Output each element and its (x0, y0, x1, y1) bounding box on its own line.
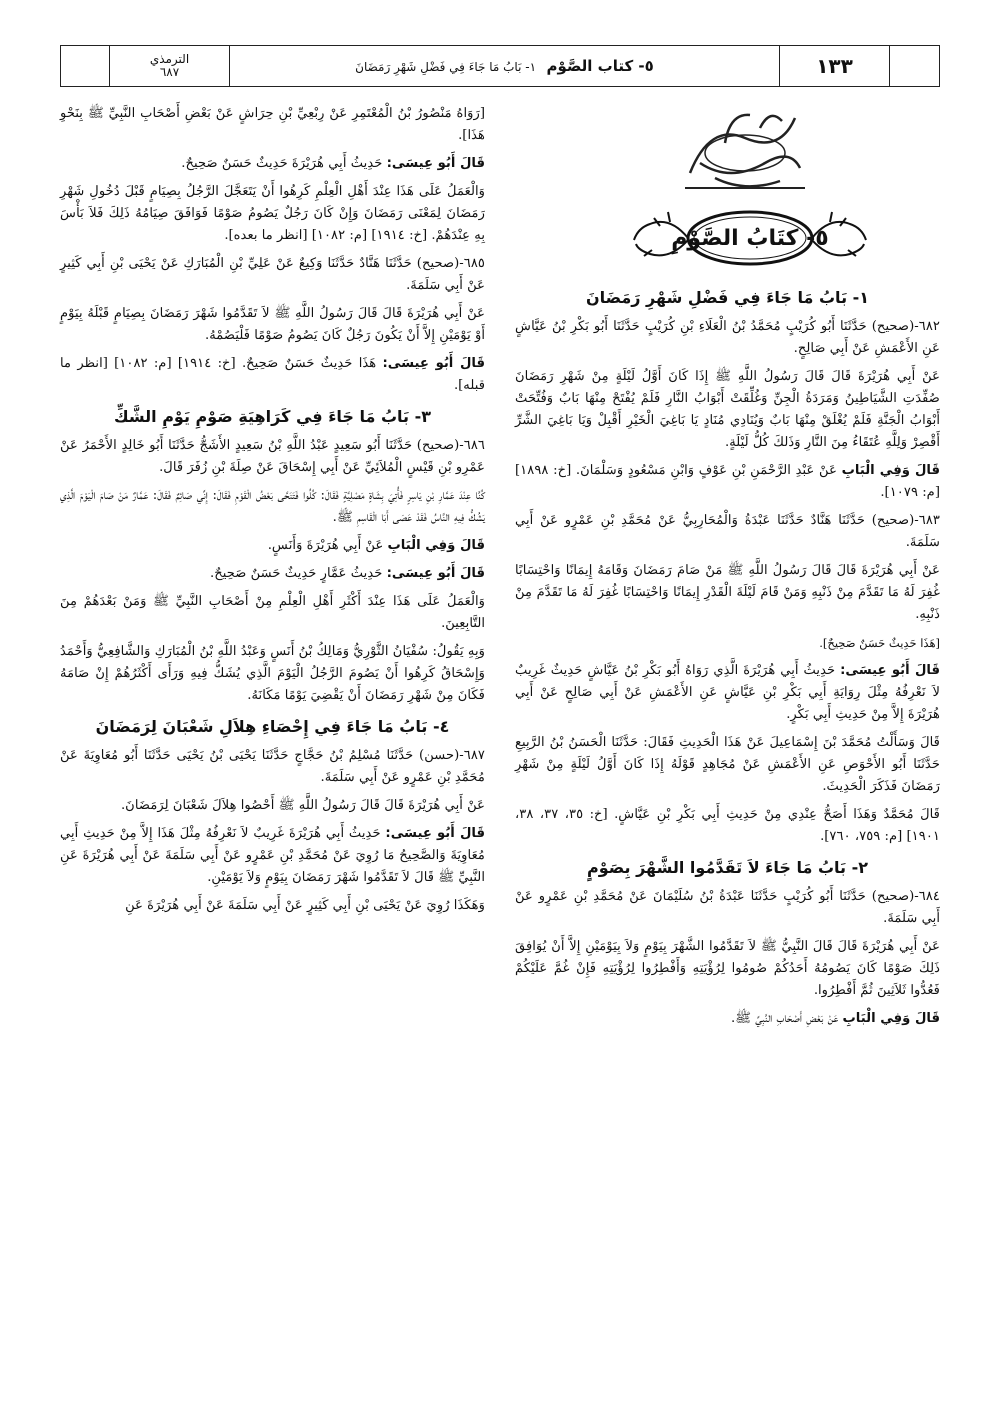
abu-isa-comment-3: قَالَ أَبُو عِيسَى: حَدِيثُ عَمَّارٍ حَدِيثٌ حَسَنٌ صَحِيحٌ. (210, 566, 485, 581)
header-title (229, 46, 779, 86)
riwaya-note: [رَوَاهُ مَنْصُورُ بْنُ الْمُعْتَمِرِ عَنْ رِبْعِيِّ بْنِ حِرَاشٍ عَنْ بَعْضِ أَصْحَابِ النَّبِيِّ ﷺ بِنَحْوِ هَذَا]. (60, 106, 485, 143)
hadith-687-isnad: ٦٨٧-(حسن) حَدَّثَنَا مُسْلِمُ بْنُ حَجَّاجٍ حَدَّثَنَا يَحْيَى بْنُ يَحْيَى حَدَّثَنَا أَبُو مُعَاوِيَةَ عَنْ مُحَمَّدِ بْنِ عَمْرٍو عَنْ أَبِي سَلَمَةَ. (60, 748, 485, 785)
header-blank-right (889, 46, 941, 86)
header-source (109, 46, 229, 86)
left-column (60, 103, 485, 923)
book-title-banner (515, 198, 940, 278)
basmala-ornament-icon (670, 103, 820, 198)
hadith-682-bab: قَالَ وَفِي الْبَابِ عَنْ عَبْدِ الرَّحْمَنِ بْنِ عَوْفٍ وَابْنِ مَسْعُودٍ وَسَلْمَانَ. [خ: ١٨٩٨] [م: ١٠٧٩]. (515, 463, 940, 500)
chapter-heading-2: ٢- بَابُ مَا جَاءَ لاَ تَقَدَّمُوا الشَّهْرَ بِصَوْمٍ (586, 858, 869, 877)
header-page-number: ١٣٣ (779, 46, 889, 86)
hadith-682-text: عَنْ أَبِي هُرَيْرَةَ قَالَ قَالَ رَسُولُ اللَّهِ ﷺ إِذَا كَانَ أَوَّلُ لَيْلَةٍ مِنْ شَهْرِ رَمَضَانَ صُفِّدَتِ الشَّيَاطِينُ وَمَرَدَةُ الْجِنِّ وَغُلِّقَتْ أَبْوَابُ النَّارِ فَلَمْ يُفْتَحْ مِنْهَا بَابٌ وَفُتِّحَتْ أَبْوَابُ الْجَنَّةِ فَلَمْ يُغْلَقْ مِنْهَا بَابٌ وَيُنَادِي مُنَادٍ يَا بَاغِيَ الْخَيْرِ أَقْبِلْ وَيَا بَاغِيَ الشَّرِّ أَقْصِرْ وَلِلَّهِ عُتَقَاءُ مِنَ النَّارِ وَذَلكَ كُلُّ لَيْلَةٍ. (515, 369, 940, 450)
header-blank-left (61, 46, 109, 86)
right-column (515, 103, 940, 1036)
chapter-heading-1: ١- بَابُ مَا جَاءَ فِي فَضْلِ شَهْرِ رَمَضَانَ (585, 288, 870, 307)
hadith-687-text: عَنْ أَبِي هُرَيْرَةَ قَالَ قَالَ رَسُولُ اللَّهِ ﷺ أَحْصُوا هِلاَلَ شَعْبَانَ لِرَمَضَانَ. (120, 798, 485, 813)
hadith-684-isnad: ٦٨٤-(صحيح) حَدَّثَنَا أَبُو كُرَيْبٍ حَدَّثَنَا عَبْدَةُ بْنُ سُلَيْمَانَ عَنْ مُحَمَّدِ بْنِ عَمْرٍو عَنْ أَبِي سَلَمَةَ. (515, 889, 940, 926)
running-header (60, 45, 940, 87)
abu-isa-comment-4: قَالَ أَبُو عِيسَى: حَدِيثُ أَبِي هُرَيْرَةَ غَرِيبٌ لاَ نَعْرِفُهُ مِثْلَ هَذَا إِلاَّ مِنْ حَدِيثِ أَبِي مُعَاوِيَةَ وَالصَّحِيحُ مَا رُوِيَ عَنْ مُحَمَّدِ بْنِ عَمْرٍو عَنْ أَبِي سَلَمَةَ عَنْ أَبِي هُرَيْرَةَ عَنِ النَّبِيِّ ﷺ قَالَ لاَ تَقَدَّمُوا شَهْرَ رَمَضَانَ بِيَوْمٍ وَلاَ يَوْمَيْنِ. (60, 826, 485, 885)
practice-note-1: وَالْعَمَلُ عَلَى هَذَا عِنْدَ أَهْلِ الْعِلْمِ كَرِهُوا أَنْ يَتَعَجَّلَ الرَّجُلُ بِصِيَامٍ قَبْلَ دُخُولِ شَهْرِ رَمَضَانَ لِمَعْنَى رَمَضَانَ وَإِنْ كَانَ رَجُلٌ يَصُومُ صَوْمًا فَوَافَقَ صِيَامُهُ ذَلِكَ فَلاَ بَأْسَ بِهِ عِنْدَهُمْ. [خ: ١٩١٤] [م: ١٠٨٢] [انظر ما بعده]. (60, 184, 485, 243)
hadith-685-text: عَنْ أَبِي هُرَيْرَةَ قَالَ قَالَ رَسُولُ اللَّهِ ﷺ لاَ تَقَدَّمُوا شَهْرَ رَمَضَانَ بِصِيَامٍ قَبْلَهُ بِيَوْمٍ أَوْ يَوْمَيْنِ إِلاَّ أَنْ يَكُونَ رَجُلٌ كَانَ يَصُومُ صَوْمًا فَلْيَصُمْهُ. (60, 306, 485, 343)
abu-isa-comment-1: قَالَ أَبُو عِيسَى: حَدِيثُ أَبِي هُرَيْرَةَ حَدِيثٌ حَسَنٌ صَحِيحٌ. (181, 156, 485, 171)
hadith-683-bukhari: قَالَ مُحَمَّدٌ وَهَذَا أَصَحُّ عِنْدِي مِنْ حَدِيثِ أَبِي بَكْرِ بْنِ عَيَّاشٍ. [خ: ٣٥، ٣٧، ٣٨، ١٩٠١] [م: ٧٥٩، ٧٦٠]. (515, 807, 940, 844)
hadith-686-text: كُنَّا عِنْدَ عَمَّارِ بْنِ يَاسِرٍ فَأُتِيَ بِشَاةٍ مَصْلِيَّةٍ فَقَالَ: كُلُوا فَتَنَحَّى بَعْضُ الْقَوْمِ فَقَالَ: إِنِّي صَائِمٌ فَقَالَ: عَمَّارٌ مَنْ صَامَ الْيَوْمَ الَّذِي يَشُكُّ فِيهِ النَّاسُ فَقَدْ عَصَى أَبَا الْقَاسِمِ ﷺ. (60, 488, 485, 525)
hadith-683-question: قَالَ وَسَأَلْتُ مُحَمَّدَ بْنَ إِسْمَاعِيلَ عَنْ هَذَا الْحَدِيثِ فَقَالَ: حَدَّثَنَا الْحَسَنُ بْنُ الرَّبِيعِ حَدَّثَنَا أَبُو الأَحْوَصِ عَنِ الأَعْمَشِ عَنْ مُجَاهِدٍ قَوْلَهُ إِذَا كَانَ أَوَّلُ لَيْلَةٍ مِنْ شَهْرِ رَمَضَانَ فَذَكَرَ الْحَدِيثَ. (515, 735, 940, 794)
hadith-683-isnad: ٦٨٣-(صحيح) حَدَّثَنَا هَنَّادٌ حَدَّثَنَا عَبْدَةُ وَالْمُحَارِبِيُّ عَنْ مُحَمَّدِ بْنِ عَمْرٍو عَنْ أَبِي سَلَمَةَ. (515, 513, 940, 550)
scholars-note: وَبِهِ يَقُولُ: سُفْيَانُ الثَّوْرِيُّ وَمَالِكُ بْنُ أَنَسٍ وَعَبْدُ اللَّهِ بْنُ الْمُبَارَكِ وَالشَّافِعِيُّ وَأَحْمَدُ وَإِسْحَاقُ كَرِهُوا أَنْ يَصُومَ الرَّجُلُ الْيَوْمَ الَّذِي يُشَكُّ فِيهِ وَرَأَى أَكْثَرُهُمْ إِنْ صَامَهُ فَكَانَ مِنْ شَهْرِ رَمَضَانَ أَنْ يَقْضِيَ يَوْمًا مَكَانَهُ. (60, 644, 485, 703)
hadith-686-isnad: ٦٨٦-(صحيح) حَدَّثَنَا أَبُو سَعِيدٍ عَبْدُ اللَّهِ بْنُ سَعِيدٍ الأَشَجُّ حَدَّثَنَا أَبُو خَالِدٍ الأَحْمَرُ عَنْ عَمْرِو بْنِ قَيْسٍ الْمُلاَئِيِّ عَنْ أَبِي إِسْحَاقَ عَنْ صِلَةَ بْنِ زُفَرَ قَالَ. (60, 438, 485, 475)
chapter-heading-3: ٣- بَابُ مَا جَاءَ فِي كَرَاهِيَةِ صَوْمِ يَوْمِ الشَّكِّ (113, 407, 432, 426)
continuation-note: وَهَكَذَا رُوِيَ عَنْ يَحْيَى بْنِ أَبِي كَثِيرٍ عَنْ أَبِي سَلَمَةَ عَنْ أَبِي هُرَيْرَةَ عَنِ (125, 898, 485, 913)
page (60, 45, 940, 1375)
header-page-ref: ٦٨٧ (159, 65, 180, 79)
hadith-683-text: عَنْ أَبِي هُرَيْرَةَ قَالَ قَالَ رَسُولُ اللَّهِ ﷺ مَنْ صَامَ رَمَضَانَ وَقَامَهُ إِيمَانًا وَاحْتِسَابًا غُفِرَ لَهُ مَا تَقَدَّمَ مِنْ ذَنْبِهِ وَمَنْ قَامَ لَيْلَةَ الْقَدْرِ إِيمَانًا وَاحْتِسَابًا غُفِرَ لَهُ مَا تَقَدَّمَ مِنْ ذَنْبِهِ. (515, 563, 940, 622)
hadith-684-text: عَنْ أَبِي هُرَيْرَةَ قَالَ قَالَ النَّبِيُّ ﷺ لاَ تَقَدَّمُوا الشَّهْرَ بِيَوْمٍ وَلاَ بِيَوْمَيْنِ إِلاَّ أَنْ يُوَافِقَ ذَلِكَ صَوْمًا كَانَ يَصُومُهُ أَحَدُكُمْ صُومُوا لِرُؤْيَتِهِ وَأَفْطِرُوا لِرُؤْيَتِهِ فَإِنْ غُمَّ عَلَيْكُمْ فَعُدُّوا ثَلاَثِينَ ثُمَّ أَفْطِرُوا. (515, 939, 940, 998)
hadith-683-grade: [هَذَا حَدِيثٌ حَسَنٌ صَحِيحٌ]. (819, 636, 940, 650)
hadith-685-isnad: ٦٨٥-(صحيح) حَدَّثَنَا هَنَّادٌ حَدَّثَنَا وَكِيعٌ عَنْ عَلِيِّ بْنِ الْمُبَارَكِ عَنْ يَحْيَى بْنِ أَبِي كَثِيرٍ عَنْ أَبِي سَلَمَةَ. (60, 256, 485, 293)
hadith-683-comment: قَالَ أَبُو عِيسَى: حَدِيثُ أَبِي هُرَيْرَةَ الَّذِي رَوَاهُ أَبُو بَكْرِ بْنُ عَيَّاشٍ حَدِيثٌ غَرِيبٌ لاَ نَعْرِفُهُ مِثْلَ رِوَايَةِ أَبِي بَكْرِ بْنِ عَيَّاشٍ عَنِ الأَعْمَشِ عَنْ أَبِي صَالِحٍ عَنْ أَبِي هُرَيْرَةَ إِلاَّ مِنْ حَدِيثِ أَبِي بَكْرٍ. (515, 663, 940, 722)
practice-note-2: وَالْعَمَلُ عَلَى هَذَا عِنْدَ أَكْثَرِ أَهْلِ الْعِلْمِ مِنْ أَصْحَابِ النَّبِيِّ ﷺ وَمَنْ بَعْدَهُمْ مِنَ التَّابِعِينَ. (60, 594, 485, 631)
hadith-682-isnad: ٦٨٢-(صحيح) حَدَّثَنَا أَبُو كُرَيْبٍ مُحَمَّدُ بْنُ الْعَلَاءِ بْنِ كُرَيْبٍ حَدَّثَنَا أَبُو بَكْرِ بْنُ عَيَّاشٍ عَنِ الأَعْمَشِ عَنْ أَبِي صَالِحٍ. (515, 319, 940, 356)
header-book: ٥- كتاب الصَّوْم ١- بَابُ مَا جَاءَ فِي فَضْلِ شَهْرِ رَمَضَانَ (355, 57, 654, 75)
book-title: ٥- كتَابُ الصَّوْمِ (671, 225, 829, 251)
header-collection: الترمذي (149, 52, 190, 66)
bab-note-686: قَالَ وَفِي الْبَابِ عَنْ أَبِي هُرَيْرَةَ وَأَنَسٍ. (267, 538, 485, 553)
chapter-heading-4: ٤- بَابُ مَا جَاءَ فِي إِحْصَاءِ هِلاَلِ شَعْبَانَ لِرَمَضَانَ (95, 717, 450, 736)
basmala-calligraphy (515, 103, 940, 198)
abu-isa-comment-2: قَالَ أَبُو عِيسَى: هَذَا حَدِيثٌ حَسَنٌ صَحِيحٌ. [خ: ١٩١٤] [م: ١٠٨٢] [انظر ما قبله]. (60, 356, 485, 393)
hadith-684-bab: قَالَ وَفِي الْبَابِ عَنْ بَعْضِ أَصْحَابِ النَّبِيِّ ﷺ. (730, 1011, 940, 1026)
